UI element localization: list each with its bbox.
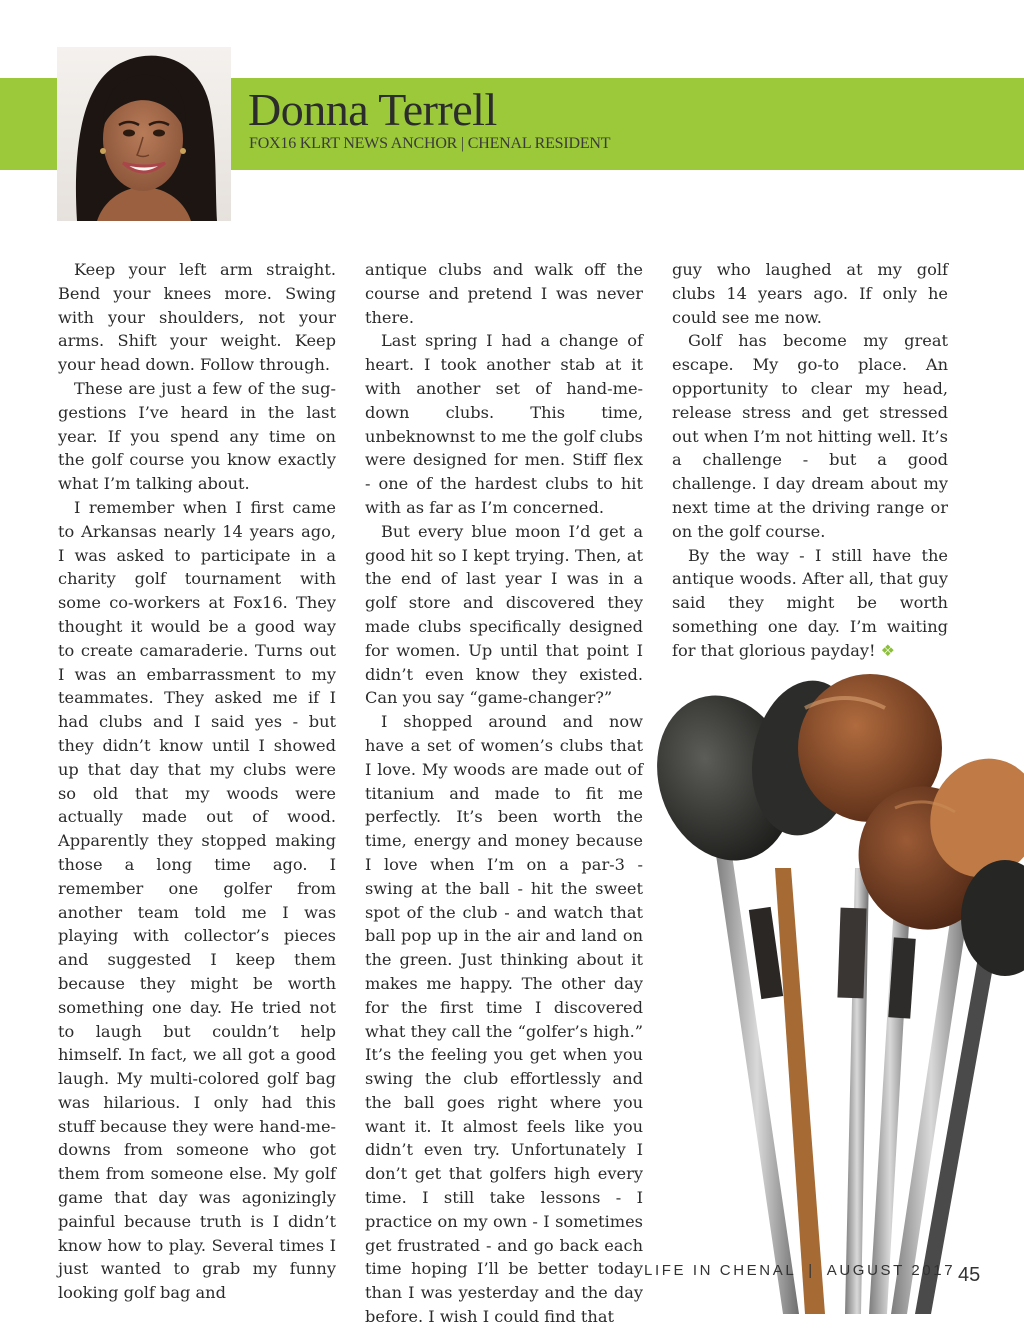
paragraph: guy who laughed at my golf clubs 14 years ago. If only he could see me now. — [672, 260, 948, 327]
paragraph: I remember when I first came to Arkansas nearly 14 years ago, I was asked to participate in a charity golf tournament with some co-workers at Fox16. They thought it would be a good way to create camaraderie. Turns out I was an embarrassment to my teammates. They asked me if I had clubs and I said yes - but they didn’t know until I showed up that day that my clubs were so old that my woods were actually made out of wood. Apparently they stopped making those a long time ago. I remember one golfer from another team told me I was playing with collector’s pieces and suggested I keep them because they might be worth something one day. He tried not to laugh but couldn’t help himself. In fact, we all got a good laugh. My multi-colored golf bag was hilarious. I only had this stuff because they were hand-me-downs from someone who got them from someone else. My golf game that day was agonizingly painful because truth is I didn’t know how to play. Several times I just wanted to grab my funny looking golf bag and — [58, 497, 336, 1303]
article-column-2 — [365, 258, 643, 1329]
paragraph: Golf has become my great escape. My go-to place. An opportunity to clear my head, release stress and get stressed out when I’m not hitting well. It’s a challenge - but a good challenge. I day dream about my next time at the driving range or on the golf course. — [672, 331, 948, 541]
person-name: Donna Terrell — [248, 84, 497, 135]
page-footer — [644, 1262, 955, 1279]
portrait-image — [57, 47, 231, 221]
page-number: 45 — [958, 1264, 981, 1286]
article-column-3 — [672, 258, 948, 663]
person-subtitle: FOX16 KLRT NEWS ANCHOR | CHENAL RESIDENT — [249, 135, 611, 152]
paragraph: I shopped around and now have a set of women’s clubs that I love. My woods are made out of titanium and made to fit me perfectly. It’s been worth the time, energy and money because I love when I’m on a par-3 - swing at the ball - hit the sweet spot of the club - and watch that ball pop up in the air and land on the green. Just thinking about it makes me happy. The other day for the first time I discovered what they call the “golfer’s high.” It’s the feeling you get when you swing the club effortlessly and the ball goes right where you want it. It almost feels like you didn’t even try. Unfortunately I don’t get that golfers high every time. I still take lessons - I practice on my own - I sometimes get frustrated - and go back each time hoping I’ll be better today than I was yesterday and the day before. I wish I could find that — [365, 712, 643, 1327]
issue-date: AUGUST 2017 — [826, 1262, 956, 1279]
paragraph: Last spring I had a change of heart. I took another stab at it with another set of hand-me-down clubs. This time, unbeknownst to me the golf clubs were designed for men. Stiff flex - one of the hardest clubs to hit with as far as I’m concerned. — [365, 331, 643, 517]
paragraph: These are just a few of the suggestions I’ve heard in the last year. If you spend any time on the golf course you know exactly what I’m talking about. — [58, 378, 336, 494]
paragraph: Keep your left arm straight. Bend your knees more. Swing with your shoulders, not your arms. Shift your weight. Keep your head down. Follow through. — [58, 260, 336, 375]
author-portrait — [57, 47, 231, 221]
paragraph: But every blue moon I’d get a good hit so I kept trying. Then, at the end of last year I was in a golf store and discovered they made clubs specifically designed for women. Up until that point I didn’t even know they existed. Can you say “game-changer?” — [365, 521, 643, 708]
publication-name: LIFE IN CHENAL — [644, 1262, 797, 1279]
article-column-1 — [58, 258, 336, 1305]
paragraph-last — [672, 544, 948, 663]
paragraph: antique clubs and walk off the course and pretend I was never there. — [365, 260, 643, 327]
paragraph-last-text: By the way - I still have the antique woods. After all, that guy said they might be worth something one day. I’m waiting for that glorious payday! — [672, 545, 948, 660]
end-mark-icon: ❖ — [880, 640, 896, 660]
footer-separator: | — [808, 1262, 815, 1279]
golf-clubs-photo — [655, 668, 1024, 1314]
